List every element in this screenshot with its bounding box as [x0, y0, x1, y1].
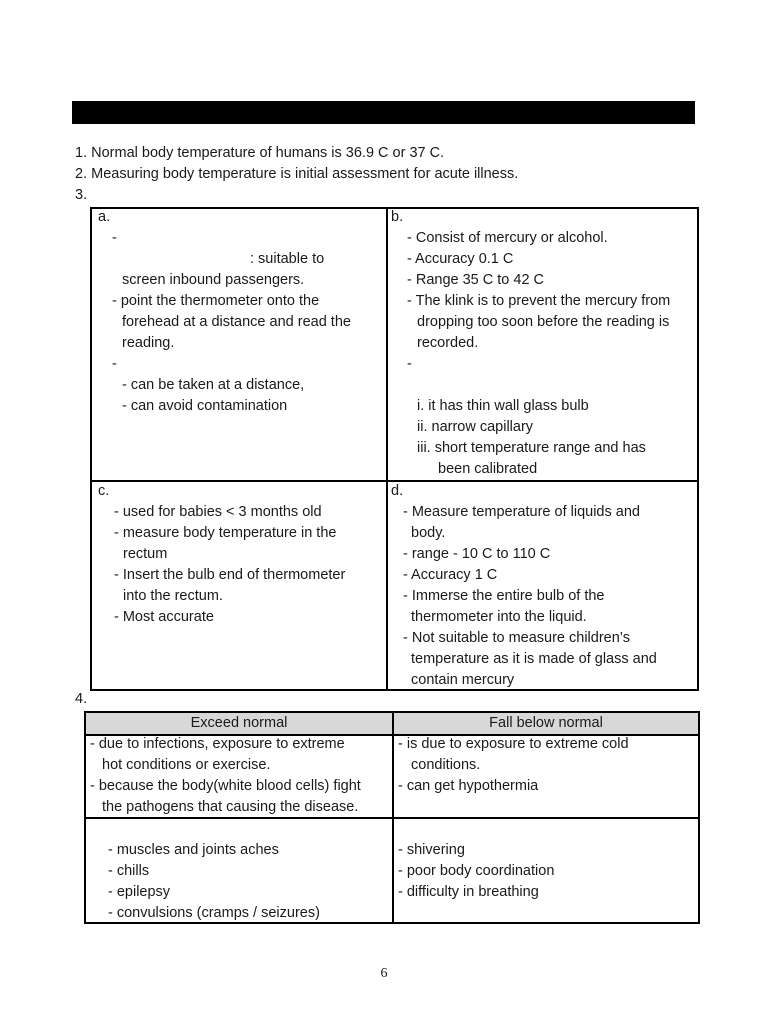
cell-d: [391, 481, 697, 691]
row1-right-line: - is due to exposure to extreme cold: [398, 736, 629, 752]
row2-right-line: - difficulty in breathing: [398, 884, 539, 900]
row1-left-line: hot conditions or exercise.: [102, 757, 271, 773]
cell-c-line: - Most accurate: [114, 609, 214, 625]
cell-b-line: -: [407, 356, 412, 372]
cell-c-line: - Insert the bulb end of thermometer: [114, 567, 346, 583]
header-fall-below-normal: Fall below normal: [489, 715, 603, 731]
header-exceed-normal: Exceed normal: [190, 715, 288, 731]
cell-a-line: forehead at a distance and read the: [122, 314, 351, 330]
cell-c-line: into the rectum.: [123, 588, 223, 604]
cell-d-line: - Not suitable to measure children’s: [403, 630, 631, 646]
cell-b-line: - Accuracy 0.1 C: [407, 251, 514, 267]
cell-a-line: reading.: [122, 335, 175, 351]
cell-b-line: been calibrated: [438, 461, 538, 477]
cell-b-line: i. it has thin wall glass bulb: [417, 398, 589, 414]
cell-b-line: - The klink is to prevent the mercury from: [407, 293, 671, 309]
cell-d-line: thermometer into the liquid.: [411, 609, 587, 625]
cell-d-line: temperature as it is made of glass and: [411, 651, 657, 667]
row1-left-line: the pathogens that causing the disease.: [102, 799, 359, 815]
cell-b-line: - Range 35 C to 42 C: [407, 272, 545, 288]
cell-d-line: - Immerse the entire bulb of the: [403, 588, 605, 604]
row2-left-line: - convulsions (cramps / seizures): [108, 905, 320, 921]
cell-c-label: c.: [98, 483, 110, 499]
cell-d-line: contain mercury: [411, 672, 515, 688]
temperature-table: [84, 711, 700, 924]
row1-right: [398, 734, 629, 797]
cell-b-spacer: [391, 375, 697, 396]
row2-right: [398, 840, 554, 903]
cell-c: [98, 481, 384, 628]
intro-line-1: 1. Normal body temperature of humans is 36.9 C or 37 C.: [75, 145, 445, 161]
row1-left-line: - due to infections, exposure to extreme: [90, 736, 345, 752]
cell-a-line: - point the thermometer onto the: [112, 293, 320, 309]
cell-b-line: ii. narrow capillary: [417, 419, 534, 435]
intro-line-3: 3.: [75, 187, 88, 203]
row2-left-line: - epilepsy: [108, 884, 171, 900]
row2-right-line: - shivering: [398, 842, 465, 858]
cell-a: [98, 207, 384, 417]
cell-d-line: - Accuracy 1 C: [403, 567, 498, 583]
row1-left-line: - because the body(white blood cells) fight: [90, 778, 361, 794]
cell-b-label: b.: [391, 209, 404, 225]
cell-c-line: - used for babies < 3 months old: [114, 504, 322, 520]
cell-c-line: - measure body temperature in the: [114, 525, 337, 541]
cell-d-line: body.: [411, 525, 446, 541]
cell-a-line: - can be taken at a distance,: [122, 377, 305, 393]
cell-a-line: -: [112, 230, 117, 246]
row2-left-line: - muscles and joints aches: [108, 842, 279, 858]
grid-vertical-divider: [386, 209, 388, 689]
cell-b-line: - Consist of mercury or alcohol.: [407, 230, 608, 246]
row1-left: [90, 734, 361, 818]
cell-a-line: screen inbound passengers.: [122, 272, 305, 288]
title-bar: [72, 101, 695, 124]
row1-right-line: - can get hypothermia: [398, 778, 539, 794]
thermometer-grid: [90, 207, 699, 691]
page-number: 6: [380, 966, 388, 981]
cell-a-label: a.: [98, 209, 111, 225]
cell-a-line: : suitable to: [250, 251, 325, 267]
row2-right-line: - poor body coordination: [398, 863, 555, 879]
cell-d-line: - range - 10 C to 110 C: [403, 546, 551, 562]
cell-c-line: rectum: [123, 546, 168, 562]
row2-left: [108, 840, 320, 924]
cell-d-line: - Measure temperature of liquids and: [403, 504, 640, 520]
row1-right-line: conditions.: [411, 757, 481, 773]
cell-b: [391, 207, 697, 480]
cell-a-line: - can avoid contamination: [122, 398, 288, 414]
cell-b-line: recorded.: [417, 335, 479, 351]
cell-a-line: -: [112, 356, 117, 372]
cell-b-line: dropping too soon before the reading is: [417, 314, 670, 330]
cell-d-label: d.: [391, 483, 404, 499]
cell-b-line: iii. short temperature range and has: [417, 440, 646, 456]
intro-line-2: 2. Measuring body temperature is initial assessment for acute illness.: [75, 166, 519, 182]
q4-label: 4.: [75, 691, 88, 707]
row2-left-line: - chills: [108, 863, 150, 879]
